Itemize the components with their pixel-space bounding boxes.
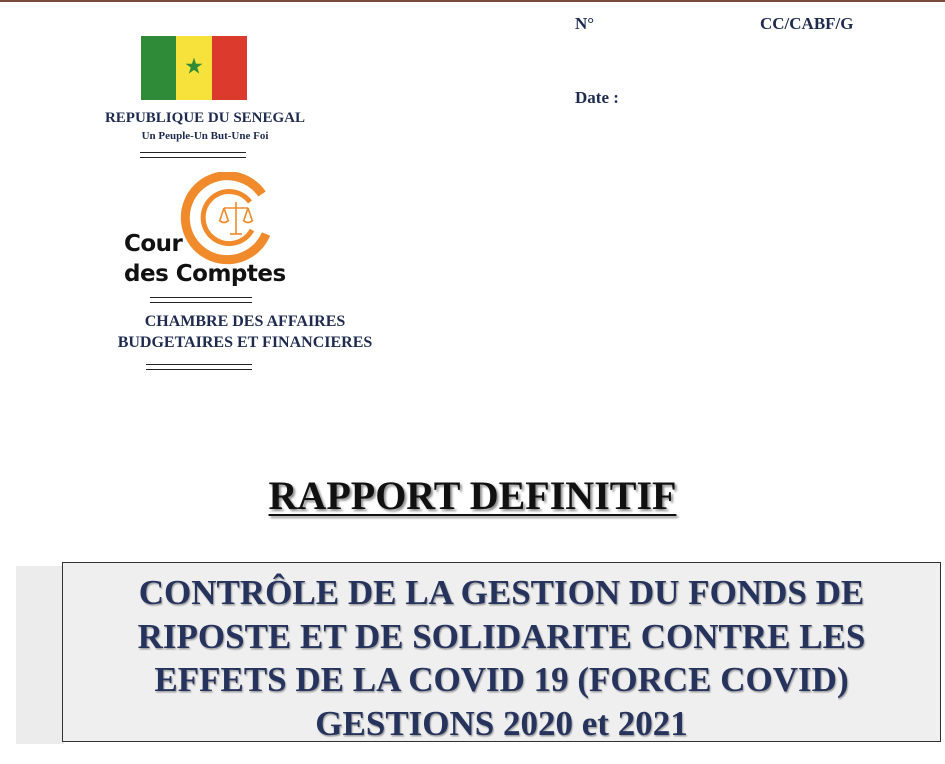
subject-box — [62, 562, 941, 742]
logo-text-des-comptes: des Comptes — [124, 261, 286, 287]
cour-des-comptes-logo-icon — [180, 172, 276, 268]
double-rule-divider — [140, 152, 246, 158]
subject-line: CONTRÔLE DE LA GESTION DU FONDS DE — [138, 573, 865, 612]
subject-line: GESTIONS 2020 et 2021 — [315, 703, 688, 743]
flag-star-icon: ★ — [184, 54, 204, 80]
number-label: N° — [575, 14, 595, 33]
reference-code: CC/CABF/G — [760, 14, 854, 33]
flag-yellow-band — [176, 36, 211, 100]
date-label: Date : — [575, 88, 619, 107]
subject-text — [63, 571, 940, 745]
subject-line: RIPOSTE ET DE SOLIDARITE CONTRE LES — [137, 616, 866, 656]
senegal-flag — [141, 36, 247, 100]
flag-green-band — [141, 36, 176, 100]
double-rule-divider — [150, 297, 252, 303]
subject-line: EFFETS DE LA COVID 19 (FORCE COVID) — [154, 660, 849, 699]
flag-red-band — [212, 36, 247, 100]
republic-motto: Un Peuple-Un But-Une Foi — [141, 130, 269, 142]
report-title-text: RAPPORT DEFINITIF — [268, 473, 677, 518]
logo-text-cour: Cour — [124, 231, 183, 257]
subject-shadow-strip — [16, 566, 64, 744]
top-border-rule — [0, 0, 945, 2]
chamber-name-line2: BUDGETAIRES ET FINANCIERES — [117, 334, 373, 351]
double-rule-divider — [146, 364, 252, 370]
republic-name: REPUBLIQUE DU SENEGAL — [104, 110, 306, 126]
report-title — [0, 472, 945, 519]
chamber-name-line1: CHAMBRE DES AFFAIRES — [144, 313, 346, 330]
